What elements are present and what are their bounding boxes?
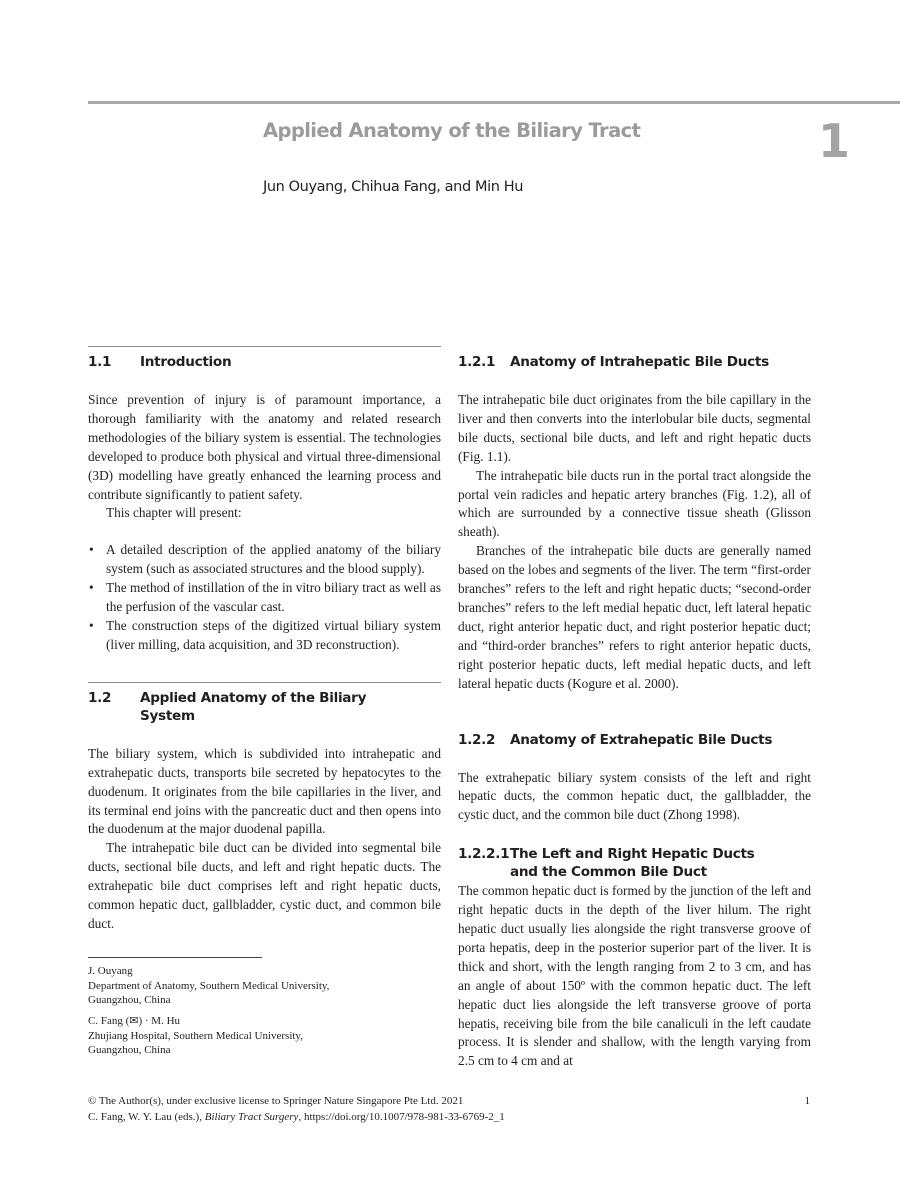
section-title: Applied Anatomy of the Biliary System [140, 689, 367, 724]
section-title: Anatomy of Extrahepatic Bile Ducts [510, 731, 773, 748]
chapter-top-rule [88, 101, 900, 104]
section-heading-1-2 [88, 689, 441, 725]
copyright-line: © The Author(s), under exclusive license to Springer Nature Singapore Pte Ltd. 2021 [88, 1095, 464, 1107]
section-title: The Left and Right Hepatic Ducts and the Common Bile Duct [510, 846, 755, 881]
bullet-icon: • [89, 542, 94, 558]
paragraph: The intrahepatic bile duct can be divided into segmental bile ducts, sectional bile ducts, and left and right hepatic ducts. The extrahepatic bile duct comprises left and right hepatic ducts, common hepatic duct, gallbladder, cystic duct, and common bile duct. [88, 840, 441, 931]
paragraph: The common hepatic duct is formed by the junction of the left and right hepatic ducts in the depth of the liver hilum. The right hepatic duct usually lies alongside the right transverse groove of porta hepatis, deep in the posterior superior part of the liver. It is thick and short, with the length ranging from 2 to 3 cm, and has an angle of about 150º with the common hepatic duct. The left hepatic duct lies alongside the left transverse groove of porta hepatis, receiving bile from the bile canaliculi in the left caudate process. It is slender and shallow, with the length varying from 2.5 cm to 4 cm and at [458, 883, 812, 1069]
chapter-number: 1 [818, 114, 851, 168]
section-number: 1.1 [88, 354, 112, 370]
bullet-item: • A detailed description of the applied anatomy of the biliary system (such as associated structures and the blood supply). [89, 542, 441, 577]
paragraph: This chapter will present: [106, 505, 242, 521]
section-heading-1-2-2-1 [458, 845, 811, 881]
chapter-title: Applied Anatomy of the Biliary Tract [263, 119, 641, 142]
section-heading-1-2-2 [458, 731, 811, 749]
bullet-icon: • [89, 617, 94, 633]
section-heading-1-2-1 [458, 353, 811, 371]
page-number: 1 [804, 1095, 810, 1107]
chapter-authors: Jun Ouyang, Chihua Fang, and Min Hu [263, 179, 523, 195]
paragraph: The intrahepatic bile duct originates from the bile capillary in the liver and then converts into the interlobular bile ducts, segmental bile ducts, sectional bile ducts, and left and right hepatic ducts (Fig. 1.1). [458, 392, 811, 464]
author-affiliation: C. Fang (✉) · M. Hu Zhujiang Hospital, Southern Medical University, Guangzhou, China [88, 1014, 303, 1057]
paragraph: Since prevention of injury is of paramount importance, a thorough familiarity with the anatomy and related research methodologies of the biliary system is essential. The technologies developed to produce both physical and virtual three-dimensional (3D) modelling have greatly enhanced the learning process and contribute significantly to patient safety. [88, 392, 441, 502]
paragraph: Branches of the intrahepatic bile ducts are generally named based on the lobes and segments of the liver. The term “first-order branches” refers to the left and right hepatic ducts; “second-order branches” refers to the left medial hepatic duct, left lateral hepatic duct, right anterior hepatic duct, and right posterior hepatic duct; and “third-order branches” refers to right anterior hepatic ducts, right posterior hepatic ducts, left medial hepatic ducts, and left lateral hepatic ducts (Kogure et al. 2000). [458, 543, 811, 691]
footnote-rule [88, 957, 262, 958]
citation-line: C. Fang, W. Y. Lau (eds.), Biliary Tract Surgery, https://doi.org/10.1007/978-981-33-6769-2_1 [88, 1111, 505, 1123]
page-footer [88, 1093, 810, 1125]
section-title: Anatomy of Intrahepatic Bile Ducts [510, 354, 769, 370]
bullet-list [88, 541, 441, 654]
section-rule [88, 346, 441, 347]
section-number: 1.2.2.1 [458, 846, 510, 863]
section-title: Introduction [140, 354, 232, 370]
bullet-item: • The construction steps of the digitized virtual biliary system (liver milling, data acquisition, and 3D reconstruction). [89, 617, 441, 652]
bullet-icon: • [89, 580, 94, 596]
bullet-item: • The method of instillation of the in vitro biliary tract as well as the perfusion of the vascular cast. [89, 580, 441, 615]
section-number: 1.2.1 [458, 354, 496, 370]
paragraph: The extrahepatic biliary system consists of the left and right hepatic ducts, the common hepatic duct, the gallbladder, the cystic duct, and the common bile duct (Zhong 1998). [458, 769, 811, 823]
section-number: 1.2.2 [458, 731, 496, 748]
section-heading-1-1 [88, 353, 441, 371]
doi-link[interactable]: , https://doi.org/10.1007/978-981-33-6769-2_1 [298, 1111, 505, 1123]
paragraph: The biliary system, which is subdivided into intrahepatic and extrahepatic ducts, transports bile secreted by hepatocytes to the duodenum. It originates from the bile capillaries in the liver, and its terminal end joins with the pancreatic duct and then opens into the duodenum at the major duodenal papilla. [88, 745, 441, 837]
section-number: 1.2 [88, 689, 112, 706]
section-rule [88, 682, 441, 683]
book-title: Biliary Tract Surgery [204, 1111, 299, 1123]
left-column [88, 346, 441, 1058]
paragraph: The intrahepatic bile ducts run in the portal tract alongside the portal vein radicles and hepatic artery branches (Fig. 1.2), all of which are surrounded by a connective tissue sheath (Glisson sheath). [458, 467, 811, 540]
right-column [458, 346, 811, 1071]
author-affiliation: J. Ouyang Department of Anatomy, Southern Medical University, Guangzhou, China [88, 964, 330, 1007]
